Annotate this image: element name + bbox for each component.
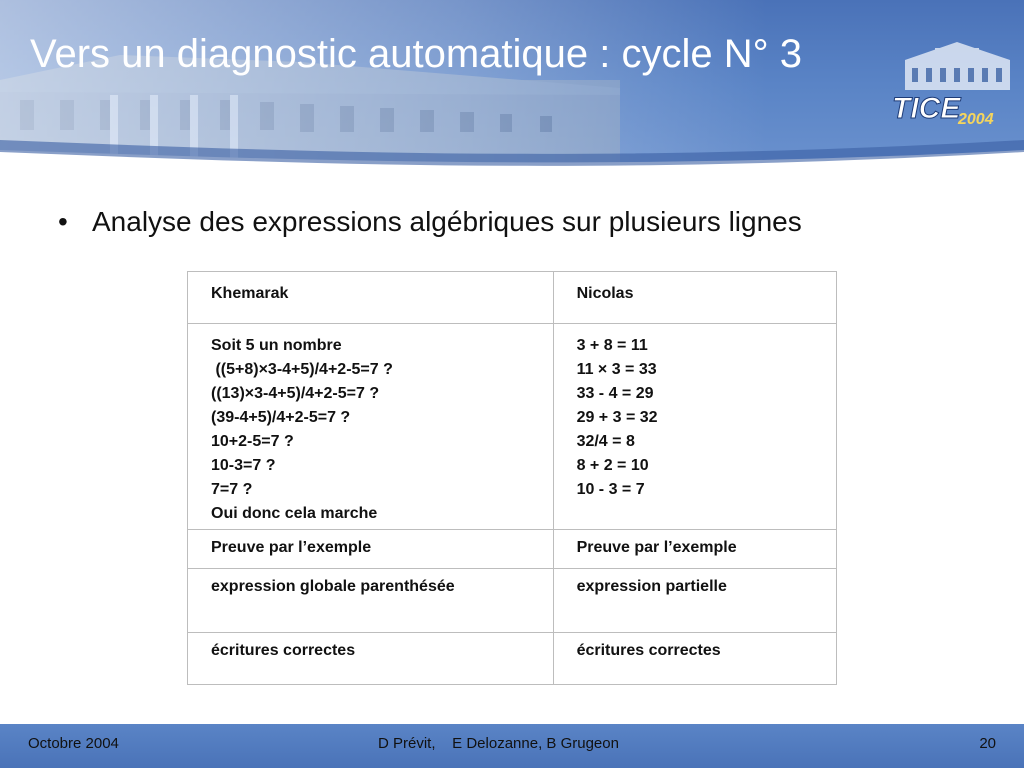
column-header-khemarak: Khemarak [211, 285, 289, 302]
table-cell [553, 324, 836, 530]
table-cell [188, 272, 554, 324]
khemarak-work [188, 324, 553, 526]
table-cell [553, 530, 836, 569]
work-line: ((13)×3-4+5)/4+2-5=7 ? [211, 385, 380, 402]
work-line: 10 - 3 = 7 [576, 481, 645, 498]
work-line: 3 + 8 = 11 [576, 337, 648, 354]
slide-title: Vers un diagnostic automatique : cycle N° 3 [30, 32, 802, 76]
table-cell-text: écritures correctes [211, 642, 356, 659]
work-line: 8 + 2 = 10 [576, 457, 649, 474]
work-line: 33 - 4 = 29 [576, 385, 654, 402]
work-line: (39-4+5)/4+2-5=7 ? [211, 409, 351, 426]
column-header-nicolas: Nicolas [576, 285, 634, 302]
table-row [188, 530, 837, 569]
table-cell [553, 569, 836, 633]
work-line: 7=7 ? [211, 481, 253, 498]
svg-text:TICE: TICE [892, 92, 961, 125]
work-line: 10-3=7 ? [211, 457, 276, 474]
table-cell-text: écritures correctes [576, 642, 721, 659]
work-line: 29 + 3 = 32 [576, 409, 658, 426]
footer-page-number: 20 [979, 735, 996, 752]
table-row [188, 324, 837, 530]
footer-authors: D Prévit, E Delozanne, B Grugeon [378, 735, 619, 752]
header-banner [0, 0, 1024, 190]
nicolas-work [554, 324, 836, 502]
table-row [188, 272, 837, 324]
table-cell [188, 569, 554, 633]
table-cell [188, 324, 554, 530]
table-cell [553, 633, 836, 685]
comparison-table [187, 271, 837, 685]
bullet-text: Analyse des expressions algébriques sur plusieurs lignes [92, 206, 802, 237]
table-cell-text: Preuve par l’exemple [576, 539, 737, 556]
table-cell-text: Preuve par l’exemple [211, 539, 372, 556]
table-row [188, 569, 837, 633]
work-line: Soit 5 un nombre [211, 337, 342, 354]
table-cell [553, 272, 836, 324]
table-cell [188, 633, 554, 685]
work-line: Oui donc cela marche [211, 505, 378, 522]
table-row [188, 633, 837, 685]
work-line: 11 × 3 = 33 [576, 361, 657, 378]
work-line: 10+2-5=7 ? [211, 433, 294, 450]
work-line: ((5+8)×3-4+5)/4+2-5=7 ? [211, 361, 393, 378]
svg-text:2004: 2004 [958, 111, 994, 128]
building-background-image [0, 0, 1024, 190]
work-line: 32/4 = 8 [576, 433, 635, 450]
footer-date: Octobre 2004 [28, 735, 119, 752]
footer-bar [0, 724, 1024, 768]
table-cell [188, 530, 554, 569]
table-cell-text: expression globale parenthésée [211, 578, 455, 595]
bullet-dot: • [58, 206, 68, 237]
table-cell-text: expression partielle [576, 578, 727, 595]
